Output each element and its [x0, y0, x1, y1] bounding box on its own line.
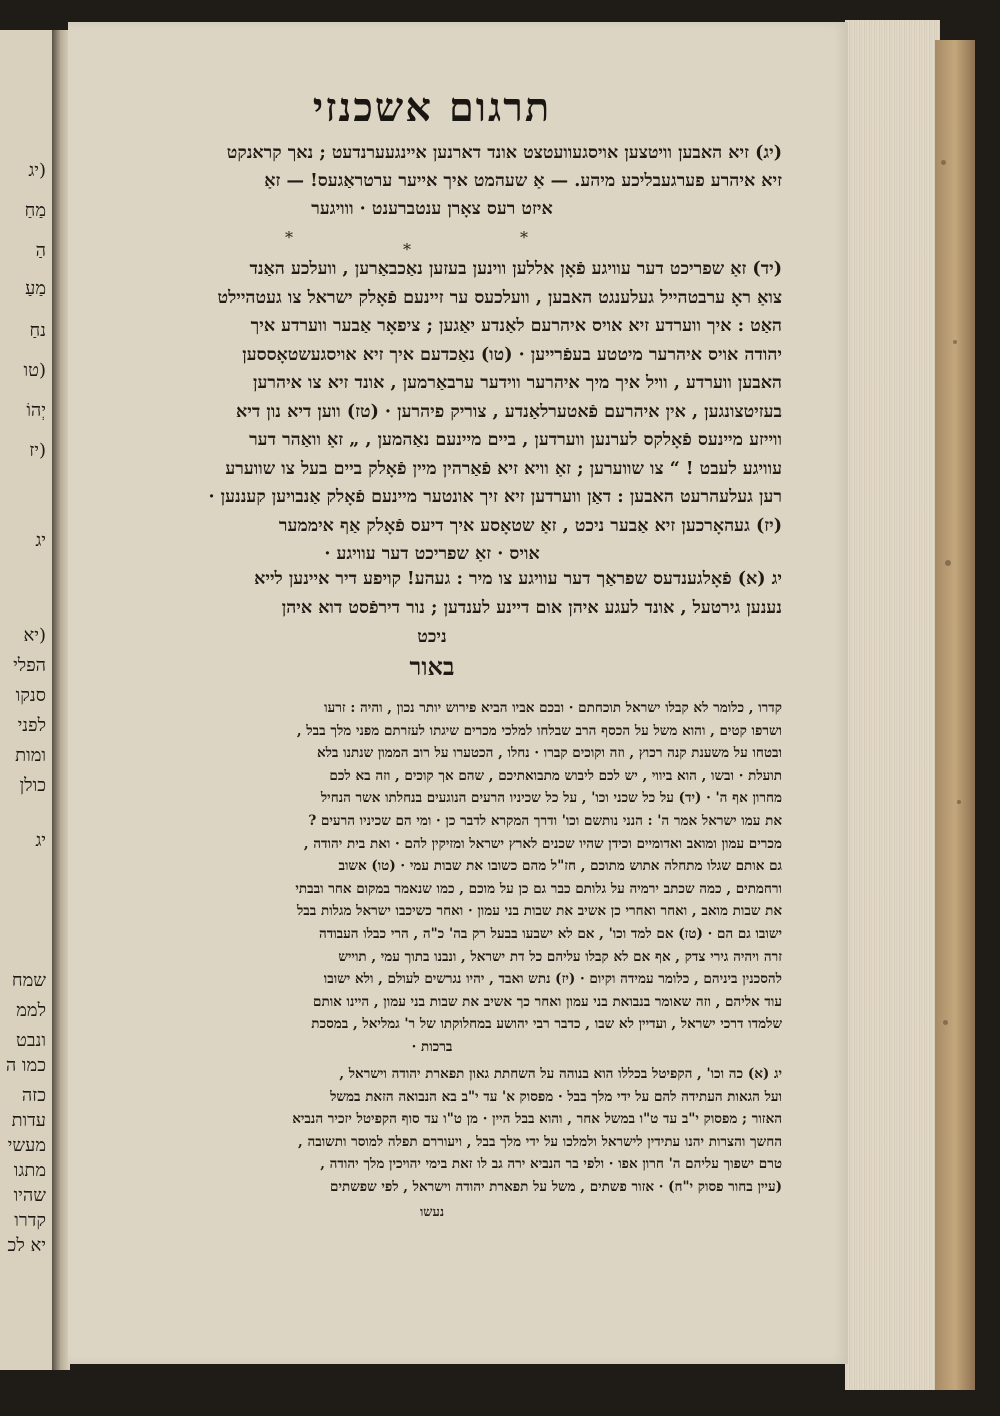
- left-page-fragment: יג: [35, 830, 46, 851]
- commentary-line: יג (א) כה וכו' , הקפיטל בכללו הוא בנוהה על השחתת גאון תפארת יהודה וישראל ,: [339, 1066, 782, 1082]
- translation-line: האַט : איך ווערדע זיא אויס איהרעם לאַנדע יאַגען ; ציפאָר אַבער ווערדע איך: [250, 316, 782, 336]
- commentary-line: מחרון אף ה' · (יד) על כל שכני וכו' , על כל שכיניו הרעים הנוגעים בנחלתו אשר הנחיל: [320, 790, 782, 807]
- commentary-heading: באור: [409, 652, 455, 681]
- left-page-fragment: שהיו: [13, 1185, 46, 1206]
- commentary-line: טרם ישפוך עליהם ה' חרון אפו · ולפי בר הנביא ירה גב לו זאת בימי יהויכין מלך יהודה ,: [320, 1156, 782, 1173]
- translation-line: בעזיטצונגען , אין איהרעם פֿאטערלאַנדע , צוריק פיהרען · (טז) ווען דיא נון דיא: [236, 401, 782, 422]
- chapter-line: נענען גירטעל , אונד לעגע איהן אום דיינע לענדען ; נור דירפֿסט דוא איהן: [281, 598, 782, 618]
- left-page-fragment: מתגו: [13, 1160, 46, 1181]
- ornament-star: *: [285, 228, 293, 247]
- book-cover-edge: [935, 40, 975, 1390]
- commentary-line: ישובו גם הם · (טז) אם למד וכו' , אם לא ישבעו בבעל רק בה' כ"ה , הרי כבלו העבודה: [318, 926, 782, 942]
- left-page-fragment: (יג: [28, 160, 46, 181]
- translation-line: אויס · זאַ שפריכט דער עוויגע ·: [324, 544, 540, 564]
- left-page-fragment: כזה: [21, 1085, 46, 1106]
- page-edges: [845, 20, 940, 1390]
- stain: [941, 160, 946, 165]
- left-page-fragment: ונבט: [15, 1030, 46, 1051]
- left-page-fragment: כולן: [19, 775, 46, 796]
- left-page-fragment: מַעַ: [25, 278, 46, 299]
- ornament-star: *: [403, 240, 411, 259]
- left-page-fragment: הַ: [35, 240, 46, 261]
- translation-line: (יד) זאַ שפריכט דער עוויגע פֿאָן אללען ווינען בעזען נאַכבאַרען , וועלכע האַנד: [249, 259, 782, 279]
- translation-line: רען געלעהרעט האבען : דאַן ווערדען זיא זיך אונטער מיינעם פֿאָלק אַנבויען קעננען ·: [208, 487, 782, 507]
- left-page-fragment: (יז: [29, 440, 46, 461]
- left-page-fragment: נחַ: [29, 320, 46, 341]
- commentary-line: תועלת · ובשו , הוא ביווי , יש לכם ליבוש מתבואתיכם , שהם אך קוכים , וזה בא לכם: [329, 767, 782, 784]
- left-page-fragment: עדות: [11, 1110, 46, 1131]
- commentary-line: האזור ; מפסוק י"ב עד ט"ו במשל אחר , והוא בבל היין · מן ט"ו עד סוף הקפיטל יזכיר הנביא: [292, 1111, 782, 1128]
- page-title: תרגום אשכנזי: [312, 84, 552, 131]
- commentary-line: ושרפו קטים , והוא משל על הכסף הרב שבלחו למלכי מכרים שיגתו לעזרתם מפני מלך בבל ,: [296, 722, 782, 739]
- left-page-fragment: לממ: [16, 1000, 46, 1021]
- commentary-line: קדרו , כלומר לא קבלו ישראל תוכחתם · ובכם אביו הביא פירוש יותר נכון , והיה : זרעו: [324, 700, 782, 716]
- commentary-line: זרה ויהיה גירי צדק , אף אם לא קבלו עליהם כל דת ישראל , ונבנו בתוך עמי , תוייש: [338, 948, 782, 965]
- translation-line: (יז) געהאָרכען זיא אַבער ניכט , זאַ שטאָסע איך דיעס פֿאָלק אַף איממער: [278, 515, 782, 536]
- left-page-fragment: לפני: [17, 715, 46, 736]
- left-page-fragment: יג: [35, 530, 46, 551]
- left-page-fragment: מעשי: [7, 1135, 46, 1156]
- translation-line: איזט רעס צאָרן ענטברענט · ווויגער: [311, 199, 553, 219]
- translation-line: ווייזע מיינעס פֿאָלקס לערנען ווערדען , ביים מיינעם נאַהמען , „ זאַ וואַהר דער: [249, 430, 782, 450]
- translation-line: (יג) זיא האבען וויטצען אויסגעוועטצט אונד דארנען איינגעערנדעט ; נאך קראנקט: [226, 143, 782, 163]
- stain: [953, 340, 957, 344]
- commentary-line: עוד אליהם , וזה שאומר בנבואת בני עמון ואחר כך אשיב את שבות בני עמון , היינו אותם: [313, 993, 782, 1010]
- translation-line: זיא איהרע פערגעבליכע מיהע. — אַ שעהמט איך אייער ערטראַגעס! — זאַ: [264, 171, 782, 191]
- left-page-fragment: ומות: [15, 745, 46, 766]
- left-page-fragment: קדרו: [14, 1210, 46, 1231]
- left-page-fragment: (טו: [23, 360, 46, 381]
- left-page-fragment: יְהוֹ: [26, 400, 46, 421]
- chapter-line: יג (א) פֿאָלגענדעס שפראַך דער עוויגע צו מיר : געהע! קויפע דיר איינען לייא: [254, 569, 782, 589]
- commentary-line: ורחמתים , כמה שכתב ירמיה על גלותם כבר גם כן על מוכם , כמו שנאמר במקום אחר ובבתי: [295, 880, 782, 897]
- stain: [945, 560, 951, 566]
- left-page-edge: [0, 30, 54, 1370]
- stain: [943, 1020, 948, 1025]
- chapter-line: ניכט: [417, 627, 447, 647]
- left-page-fragment: יא לכ: [7, 1235, 46, 1256]
- left-page-fragment: סנקו: [15, 685, 46, 706]
- ornament-star: *: [520, 228, 528, 247]
- commentary-line: את שבות מואב , ואחר ואחרי כן אשיב את שבות בני עמון · ואחר כשיכבו ישראל מגלות בבל: [296, 903, 782, 920]
- translation-line: עוויגע לעבט ! “ צו שווערען ; זאַ וויא זיא פֿאַרהין מיין פֿאָלק ביים בעל צו שווערע: [225, 458, 782, 479]
- commentary-line: שלמדו דרכי ישראל , ועדיין לא שבו , כדבר רבי יהושע במחלוקתו של ר' גמליאל , במסכת: [311, 1016, 782, 1033]
- commentary-line: ובטחו על משענת קנה רכוץ , וזה וקוכים קברו · נחלו , הכטערו על רוב הממון שנתנו בלא: [316, 745, 782, 762]
- catchword: נעשו: [419, 1205, 445, 1220]
- left-page-fragment: מַחַ: [24, 200, 46, 221]
- commentary-line: ועל הגאות העתידה להם על ידי מלך בבל · מפסוק א' עד י"ב בא הנבואה הזאת במשל: [330, 1088, 782, 1105]
- commentary-line: להסכנין ביניהם , כלומר עמידה וקיום · (יז) נתש ואבד , יהיו נגרשים לעולם , ולא ישובו: [323, 971, 782, 988]
- commentary-line: ברכות ·: [411, 1039, 453, 1055]
- translation-line: האבען ווערדע , וויל איך מיך איהרער ווידער ערבאַרמען , אונד זיא צו איהרען: [253, 373, 782, 393]
- left-page-fragment: הפלי: [13, 655, 46, 676]
- stain: [957, 800, 961, 804]
- left-page-fragment: שמח: [11, 970, 46, 991]
- commentary-line: את עמו ישראל אמר ה' : הנני נותשם וכו' ודרך המקרא לדבר כן · ומי הם שכיניו הרעים ?: [308, 813, 782, 829]
- commentary-line: החשך והצרות יהנו עתידין לישראל ולמלכו על ידי מלך בבל , ויעוררם תפלה למוסר ותשובה ,: [298, 1133, 782, 1150]
- left-page-fragment: (יא: [23, 625, 46, 646]
- translation-line: צואַ ראָ ערבטהייל געלענגט האבען , וועלכעס ער זיינעם פֿאָלק ישראל צו געטהיילט: [217, 287, 782, 308]
- commentary-line: מכרים עמון ומואב ואדומיים וכידן שהיו שכנים לארץ ישראל ומזיקין להם · ואת בית יהודה ,: [303, 835, 782, 852]
- translation-line: יהודה אויס איהרער מיטטע בעפֿרייען · (טו) נאַכדעם איך זיא אויסגעשטאָססען: [242, 344, 782, 365]
- commentary-line: גם אותם שגלו מתחלה אתוש מתוכם , חז"ל מהם כשובו את שבות עמי · (טו) אשוב: [338, 858, 782, 875]
- left-page-fragment: כמו ה: [5, 1055, 46, 1076]
- commentary-line: (עיין בחור פסוק י"ח) · אזור פשתים , משל על תפארת יהודה וישראל , לפי שפשתים: [330, 1179, 782, 1195]
